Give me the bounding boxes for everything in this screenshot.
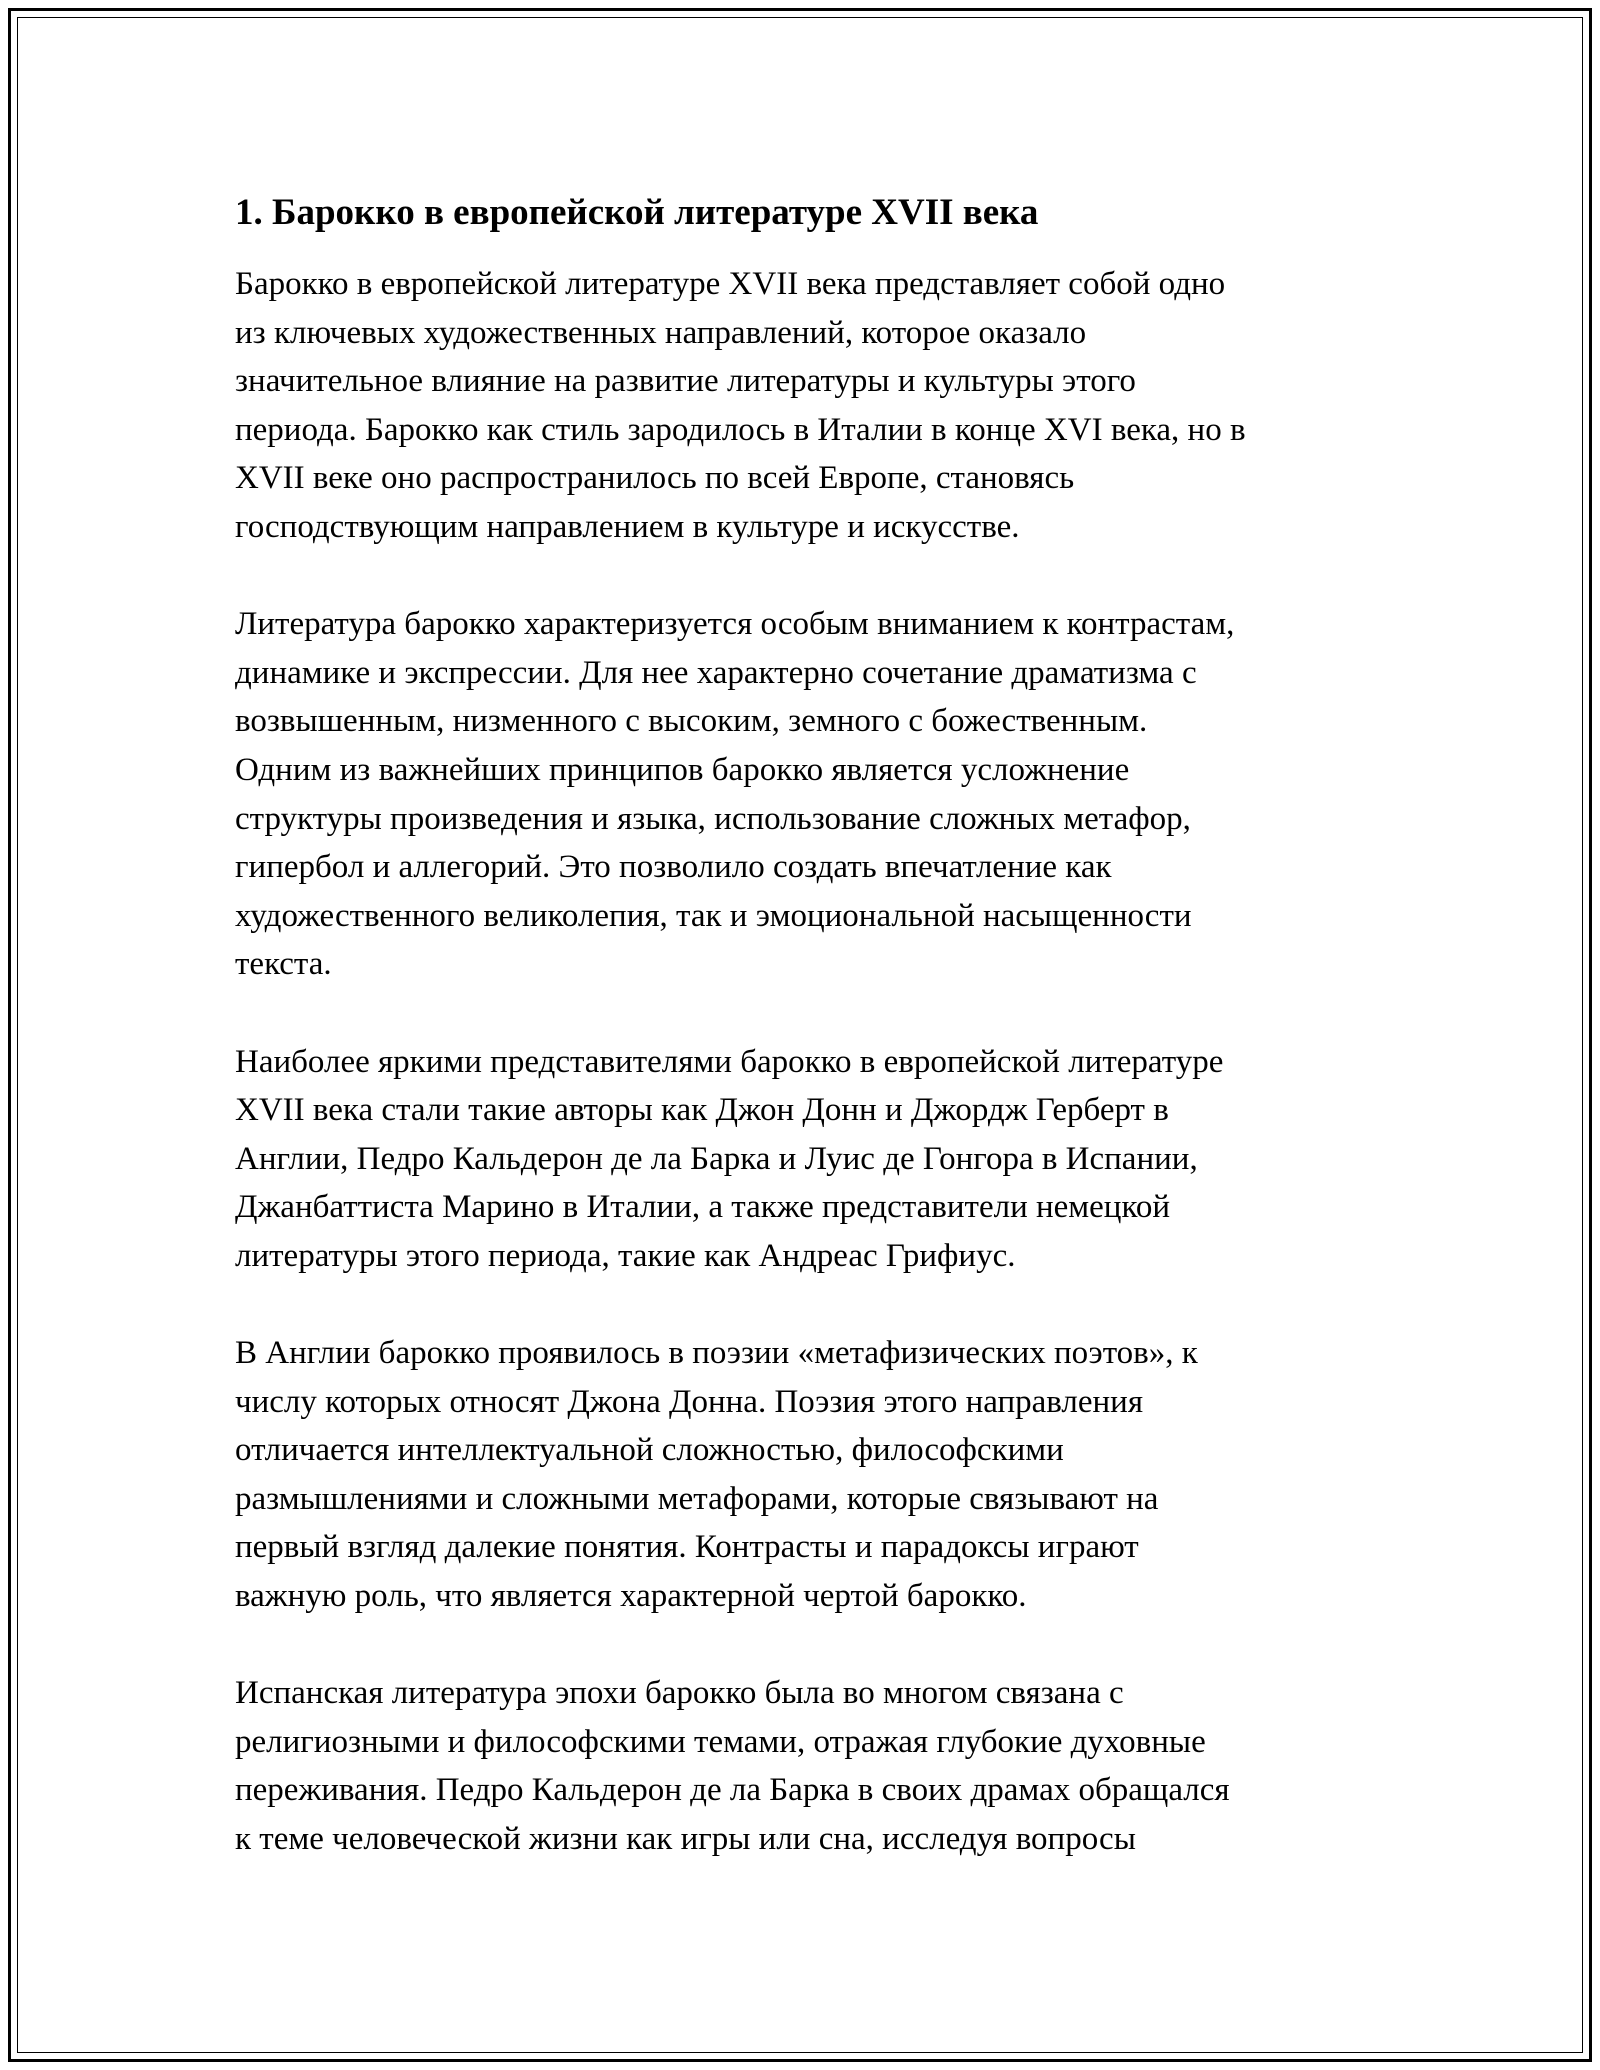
text-line: Наиболее яркими представителями барокко в европейской литературе <box>235 1043 1224 1080</box>
text-line: гипербол и аллегорий. Это позволило создать впечатление как <box>235 849 1112 886</box>
text-line: художественного великолепия, так и эмоциональной насыщенности <box>235 897 1192 934</box>
text-line: возвышенным, низменного с высоким, земного с божественным. <box>235 703 1148 740</box>
paragraph-2 <box>235 600 1375 989</box>
text-line: переживания. Педро Кальдерон де ла Барка в своих драмах обращался <box>235 1772 1230 1809</box>
text-line: важную роль, что является характерной чертой барокко. <box>235 1578 1027 1615</box>
text-line: Одним из важнейших принципов барокко является усложнение <box>235 751 1130 788</box>
text-line: XVII веке оно распространилось по всей Европе, становясь <box>235 460 1075 497</box>
text-line: числу которых относят Джона Донна. Поэзия этого направления <box>235 1383 1144 1420</box>
text-line: текста. <box>235 946 332 983</box>
paragraph-1 <box>235 260 1375 552</box>
document-body <box>235 188 1375 1912</box>
text-line: религиозными и философскими темами, отражая глубокие духовные <box>235 1723 1206 1760</box>
text-line: Джанбаттиста Марино в Италии, а также представители немецкой <box>235 1189 1170 1226</box>
paragraph-5 <box>235 1669 1375 1863</box>
text-line: Литература барокко характеризуется особым вниманием к контрастам, <box>235 606 1235 643</box>
text-line: к теме человеческой жизни как игры или сна, исследуя вопросы <box>235 1821 1136 1857</box>
text-line: из ключевых художественных направлений, которое оказало <box>235 314 1087 351</box>
text-line: размышлениями и сложными метафорами, которые связывают на <box>235 1480 1159 1517</box>
text-line: первый взгляд далекие понятия. Контрасты и парадоксы играют <box>235 1529 1139 1566</box>
text-line: значительное влияние на развитие литературы и культуры этого <box>235 363 1136 400</box>
text-line: Испанская литература эпохи барокко была во многом связана с <box>235 1675 1124 1712</box>
paragraph-3 <box>235 1038 1375 1281</box>
text-line: периода. Барокко как стиль зародилось в Италии в конце XVI века, но в <box>235 411 1246 448</box>
text-line: Англии, Педро Кальдерон де ла Барка и Луис де Гонгора в Испании, <box>235 1140 1198 1177</box>
section-heading: 1. Барокко в европейской литературе XVII века <box>235 192 1039 233</box>
text-line: Барокко в европейской литературе XVII века представляет собой одно <box>235 266 1226 302</box>
text-line: XVII века стали такие авторы как Джон Донн и Джордж Герберт в <box>235 1092 1169 1129</box>
paragraph-4 <box>235 1329 1375 1621</box>
text-line: динамике и экспрессии. Для нее характерно сочетание драматизма с <box>235 654 1197 691</box>
text-line: В Англии барокко проявилось в поэзии «метафизических поэтов», к <box>235 1335 1198 1372</box>
text-line: литературы этого периода, такие как Андреас Грифиус. <box>235 1237 1016 1274</box>
text-line: отличается интеллектуальной сложностью, философскими <box>235 1432 1064 1469</box>
text-line: структуры произведения и языка, использование сложных метафор, <box>235 800 1191 837</box>
text-line: господствующим направлением в культуре и искусстве. <box>235 508 1020 545</box>
